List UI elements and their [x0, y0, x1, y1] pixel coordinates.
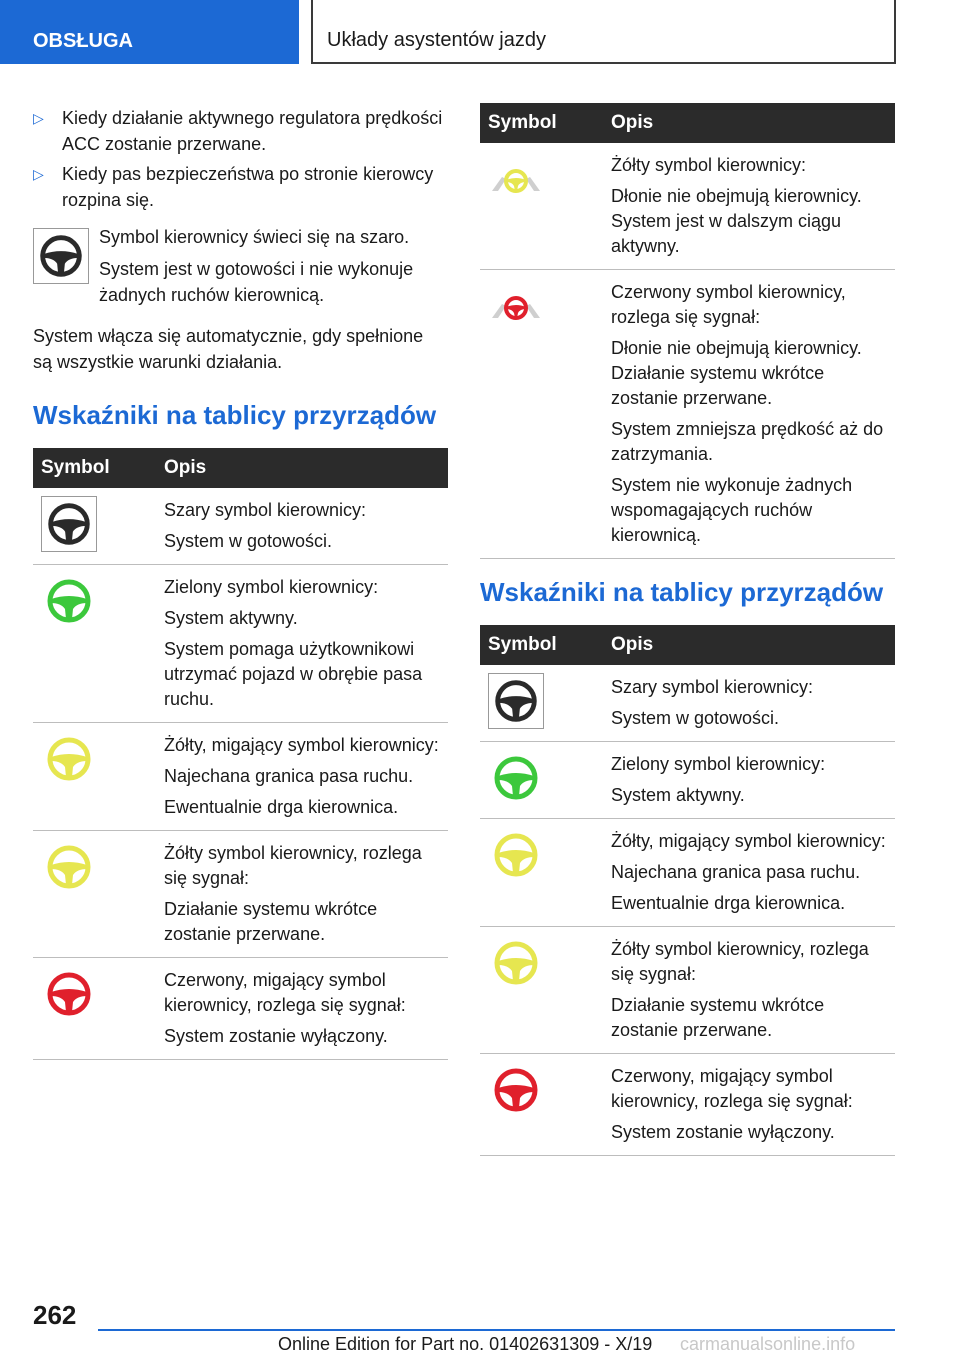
description-line: Zielony symbol kierownicy: [611, 754, 826, 774]
watermark: carmanualsonline.info [680, 1334, 856, 1354]
yellow-steering-wheel-icon [41, 839, 97, 900]
table-row [33, 565, 448, 723]
description-line: System zostanie wyłączony. [164, 1026, 388, 1046]
indicator-table-right-top [480, 103, 895, 559]
row-description [611, 1054, 895, 1155]
description-line: Żółty symbol kierownicy, rozlega się sygnał: [611, 939, 869, 984]
yellow-steering-wheel-icon [488, 827, 544, 888]
table-row [33, 958, 448, 1060]
description-line: System w gotowości. [164, 531, 333, 551]
row-description [164, 565, 448, 722]
description-line: System aktywny. [164, 608, 298, 628]
indicator-table-left [33, 448, 448, 1060]
row-description [611, 742, 895, 818]
green-steering-wheel-icon [41, 573, 97, 634]
description-line: Czerwony symbol kierownicy, rozlega się sygnał: [611, 282, 846, 327]
gray-steering-wheel-icon [488, 673, 544, 734]
description-line: Najechana granica pasa ruchu. [164, 766, 414, 786]
table-row [480, 143, 895, 270]
page-number: 262 [33, 1300, 77, 1330]
row-description [611, 665, 895, 741]
table-row [480, 927, 895, 1054]
triangle-bullet-icon: ▷ [33, 166, 44, 182]
indicator-table-right-bottom [480, 625, 895, 1156]
description-line: Czerwony, migający symbol kierownicy, rozlega się sygnał: [164, 970, 406, 1015]
row-description [164, 831, 448, 957]
row-description [611, 927, 895, 1053]
page-title: Układy asystentów jazdy [311, 0, 896, 64]
edition-text: Online Edition for Part no. 01402631309 - X/19 [278, 1334, 653, 1354]
auto-activation-text: System włącza się automatycznie, gdy spełnione są wszystkie warunki działania. [33, 326, 424, 372]
footer-divider [98, 1329, 895, 1331]
description-line: Żółty, migający symbol kierownicy: [164, 735, 439, 755]
description-line: Żółty, migający symbol kierownicy: [611, 831, 886, 851]
section-title-left: Wskaźniki na tablicy przyrządów [33, 400, 437, 430]
gray-note-line2: System jest w gotowości i nie wykonuje żadnych ruchów kierownicą. [99, 259, 414, 305]
table-row [480, 270, 895, 559]
table-header: Symbol Opis [480, 625, 895, 665]
gray-note-line1: Symbol kierownicy świeci się na szaro. [99, 227, 410, 247]
yellow-steering-wheel-icon [41, 731, 97, 792]
description-line: System zmniejsza prędkość aż do zatrzymania. [611, 419, 884, 464]
table-header: Symbol Opis [480, 103, 895, 143]
row-description [611, 143, 895, 269]
table-row [33, 831, 448, 958]
description-line: Dłonie nie obejmują kierownicy. System jest w dalszym ciągu aktywny. [611, 186, 862, 256]
bullet-item: ▷ Kiedy działanie aktywnego regulatora prędkości ACC zostanie przerwane. [33, 105, 447, 157]
description-line: Działanie systemu wkrótce zostanie przerwane. [611, 995, 825, 1040]
bullet-item: ▷ Kiedy pas bezpieczeństwa po stronie kierowcy rozpina się. [33, 161, 447, 213]
section-tab: OBSŁUGA [0, 0, 299, 64]
description-line: Szary symbol kierownicy: [611, 677, 814, 697]
table-row [480, 742, 895, 819]
table-header: Symbol Opis [33, 448, 448, 488]
gray-steering-wheel-icon [41, 496, 97, 557]
table-row [480, 1054, 895, 1156]
description-line: System w gotowości. [611, 708, 780, 728]
row-description [164, 488, 448, 564]
row-description [164, 958, 448, 1059]
description-line: Działanie systemu wkrótce zostanie przerwane. [164, 899, 378, 944]
description-line: Ewentualnie drga kierownica. [164, 797, 399, 817]
yellow-hands-steering-icon [488, 151, 544, 212]
row-description [611, 819, 895, 926]
description-line: Najechana granica pasa ruchu. [611, 862, 861, 882]
red-hands-steering-icon [488, 278, 544, 339]
red-steering-wheel-icon [41, 966, 97, 1027]
table-row [480, 665, 895, 742]
row-description [164, 723, 448, 830]
description-line: Ewentualnie drga kierownica. [611, 893, 846, 913]
description-line: System nie wykonuje żadnych wspomagających ruchów kierownicą. [611, 475, 853, 545]
description-line: Żółty symbol kierownicy, rozlega się sygnał: [164, 843, 422, 888]
green-steering-wheel-icon [488, 750, 544, 811]
description-line: System pomaga użytkownikowi utrzymać pojazd w obrębie pasa ruchu. [164, 639, 423, 709]
description-line: Czerwony, migający symbol kierownicy, rozlega się sygnał: [611, 1066, 853, 1111]
table-row [33, 723, 448, 831]
row-description [611, 270, 895, 558]
table-row [480, 819, 895, 927]
description-line: Żółty symbol kierownicy: [611, 155, 807, 175]
description-line: System zostanie wyłączony. [611, 1122, 835, 1142]
section-title-right: Wskaźniki na tablicy przyrządów [480, 577, 884, 607]
description-line: Zielony symbol kierownicy: [164, 577, 379, 597]
description-line: System aktywny. [611, 785, 745, 805]
description-line: Dłonie nie obejmują kierownicy. Działanie systemu wkrótce zostanie przerwane. [611, 338, 862, 408]
red-steering-wheel-icon [488, 1062, 544, 1123]
yellow-steering-wheel-icon [488, 935, 544, 996]
triangle-bullet-icon: ▷ [33, 110, 44, 126]
gray-steering-wheel-icon [33, 228, 89, 289]
table-row [33, 488, 448, 565]
description-line: Szary symbol kierownicy: [164, 500, 367, 520]
